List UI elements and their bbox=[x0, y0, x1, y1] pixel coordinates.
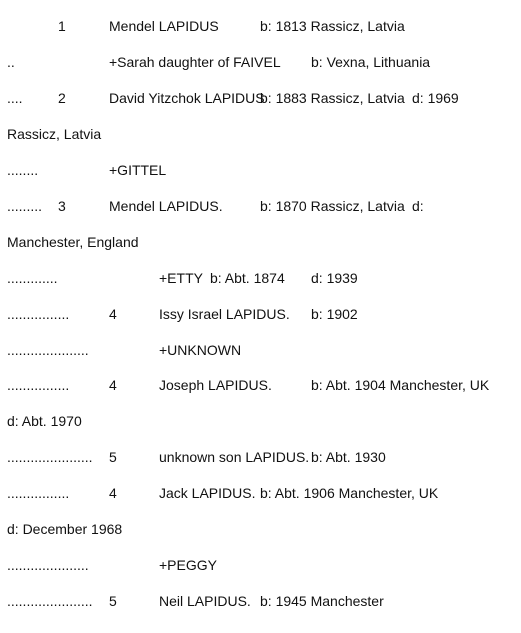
report-line bbox=[0, 268, 521, 288]
report-line bbox=[0, 232, 521, 252]
report-line bbox=[0, 196, 521, 216]
birth-info: b: 1813 Rassicz, Latvia bbox=[260, 18, 405, 34]
generation-number: 5 bbox=[109, 593, 117, 609]
generation-number: 1 bbox=[58, 18, 66, 34]
report-line bbox=[0, 519, 521, 539]
birth-info: b: Abt. 1874 bbox=[210, 270, 285, 286]
continuation-text: d: December 1968 bbox=[7, 521, 123, 537]
birth-info: b: Vexna, Lithuania bbox=[311, 54, 431, 70]
indent-dots: ................ bbox=[7, 306, 70, 322]
death-info: d: bbox=[412, 198, 424, 214]
indent-dots: ........ bbox=[7, 162, 39, 178]
indent-dots: ..................... bbox=[7, 557, 89, 573]
generation-number: 4 bbox=[109, 377, 117, 393]
spouse-name: +PEGGY bbox=[159, 557, 217, 573]
report-line bbox=[0, 52, 521, 72]
person-name: Neil LAPIDUS. bbox=[159, 593, 251, 609]
report-line bbox=[0, 340, 521, 360]
report-line bbox=[0, 411, 521, 431]
birth-info: b: 1870 Rassicz, Latvia bbox=[260, 198, 405, 214]
generation-number: 5 bbox=[109, 449, 117, 465]
indent-dots: ......... bbox=[7, 198, 43, 214]
death-info: d: 1969 bbox=[412, 90, 459, 106]
continuation-text: Manchester, England bbox=[7, 234, 139, 250]
person-name: Mendel LAPIDUS. bbox=[109, 198, 223, 214]
birth-info: b: Abt. 1930 bbox=[311, 449, 386, 465]
report-line bbox=[0, 124, 521, 144]
indent-dots: ...................... bbox=[7, 449, 93, 465]
spouse-name: +Sarah daughter of FAIVEL bbox=[109, 54, 281, 70]
continuation-text: d: Abt. 1970 bbox=[7, 413, 82, 429]
death-info: d: 1939 bbox=[311, 270, 358, 286]
spouse-name: +ETTY bbox=[159, 270, 203, 286]
generation-number: 4 bbox=[109, 306, 117, 322]
birth-info: b: Abt. 1904 Manchester, UK bbox=[311, 377, 490, 393]
report-line bbox=[0, 160, 521, 180]
indent-dots: ...................... bbox=[7, 593, 93, 609]
report-line bbox=[0, 375, 521, 395]
birth-info: b: 1945 Manchester bbox=[260, 593, 384, 609]
report-line bbox=[0, 16, 521, 36]
person-name: Issy Israel LAPIDUS. bbox=[159, 306, 290, 322]
generation-number: 4 bbox=[109, 485, 117, 501]
person-name: Mendel LAPIDUS bbox=[109, 18, 219, 34]
indent-dots: ............. bbox=[7, 270, 58, 286]
report-line bbox=[0, 447, 521, 467]
spouse-name: +UNKNOWN bbox=[159, 342, 242, 358]
indent-dots: .. bbox=[7, 54, 15, 70]
continuation-text: Rassicz, Latvia bbox=[7, 126, 102, 142]
person-name: David Yitzchok LAPIDUS bbox=[109, 90, 265, 106]
indent-dots: ................ bbox=[7, 377, 70, 393]
report-line bbox=[0, 88, 521, 108]
birth-info: b: 1902 bbox=[311, 306, 358, 322]
person-name: Jack LAPIDUS. bbox=[159, 485, 256, 501]
report-line bbox=[0, 591, 521, 611]
generation-number: 2 bbox=[58, 90, 66, 106]
generation-number: 3 bbox=[58, 198, 66, 214]
report-line bbox=[0, 555, 521, 575]
person-name: unknown son LAPIDUS. bbox=[159, 449, 310, 465]
indent-dots: ................ bbox=[7, 485, 70, 501]
spouse-name: +GITTEL bbox=[109, 162, 167, 178]
birth-info: b: Abt. 1906 Manchester, UK bbox=[260, 485, 439, 501]
birth-info: b: 1883 Rassicz, Latvia bbox=[260, 90, 405, 106]
indent-dots: ..................... bbox=[7, 342, 89, 358]
report-line bbox=[0, 304, 521, 324]
person-name: Joseph LAPIDUS. bbox=[159, 377, 272, 393]
report-line bbox=[0, 483, 521, 503]
indent-dots: .... bbox=[7, 90, 23, 106]
